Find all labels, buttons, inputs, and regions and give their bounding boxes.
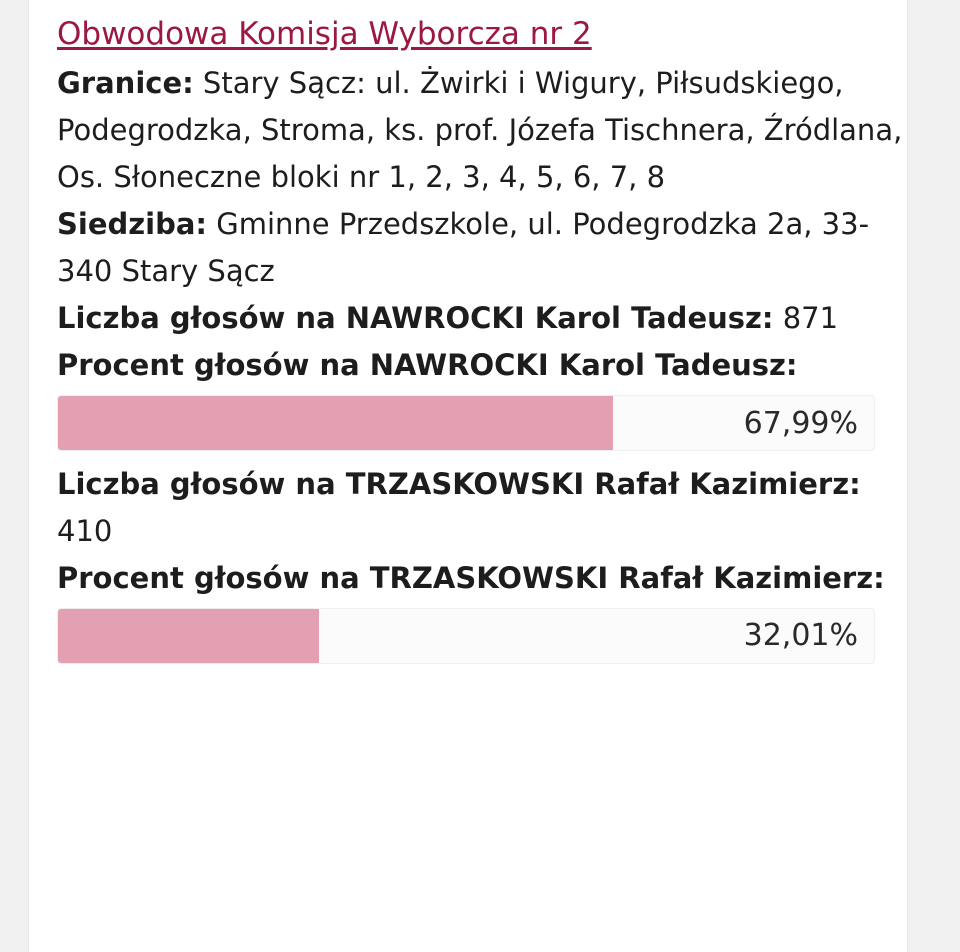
percent-bar-nawrocki-value: 67,99% bbox=[743, 405, 858, 441]
percent-bar-nawrocki-fill bbox=[58, 396, 613, 450]
field-votes-nawrocki bbox=[57, 295, 907, 342]
percent-bar-trzaskowski-value: 32,01% bbox=[743, 618, 858, 654]
field-seat-value: Gminne Przedszkole, ul. Podegrodzka 2a, 33-340 Stary Sącz bbox=[57, 207, 870, 289]
card-content bbox=[29, 0, 907, 952]
field-percent-nawrocki-label-row bbox=[57, 342, 907, 389]
field-votes-nawrocki-value: 871 bbox=[773, 301, 839, 336]
field-votes-trzaskowski-label: Liczba głosów na TRZASKOWSKI Rafał Kazimierz: bbox=[57, 467, 861, 502]
field-votes-trzaskowski bbox=[57, 461, 907, 555]
left-margin bbox=[0, 0, 29, 952]
field-votes-trzaskowski-value: 410 bbox=[57, 514, 113, 549]
field-seat bbox=[57, 201, 907, 295]
percent-bar-trzaskowski bbox=[57, 608, 875, 664]
field-borders-label: Granice: bbox=[57, 66, 194, 101]
field-percent-nawrocki-label: Procent głosów na NAWROCKI Karol Tadeusz: bbox=[57, 348, 798, 383]
field-borders bbox=[57, 60, 907, 201]
field-seat-label: Siedziba: bbox=[57, 207, 207, 242]
percent-bar-nawrocki bbox=[57, 395, 875, 451]
commission-title-link[interactable]: Obwodowa Komisja Wyborcza nr 2 bbox=[57, 16, 592, 52]
field-percent-trzaskowski-label: Procent głosów na TRZASKOWSKI Rafał Kazimierz: bbox=[57, 561, 885, 596]
percent-bar-trzaskowski-fill bbox=[58, 609, 319, 663]
right-margin bbox=[907, 0, 960, 952]
field-votes-nawrocki-label: Liczba głosów na NAWROCKI Karol Tadeusz: bbox=[57, 301, 774, 336]
field-percent-trzaskowski-label-row bbox=[57, 555, 907, 602]
field-borders-value: Stary Sącz: ul. Żwirki i Wigury, Piłsudskiego, Podegrodzka, Stroma, ks. prof. Józefa Tischnera, Źródlana, Os. Słoneczne bloki nr 1, 2, 3, 4, 5, 6, 7, 8 bbox=[57, 66, 903, 195]
